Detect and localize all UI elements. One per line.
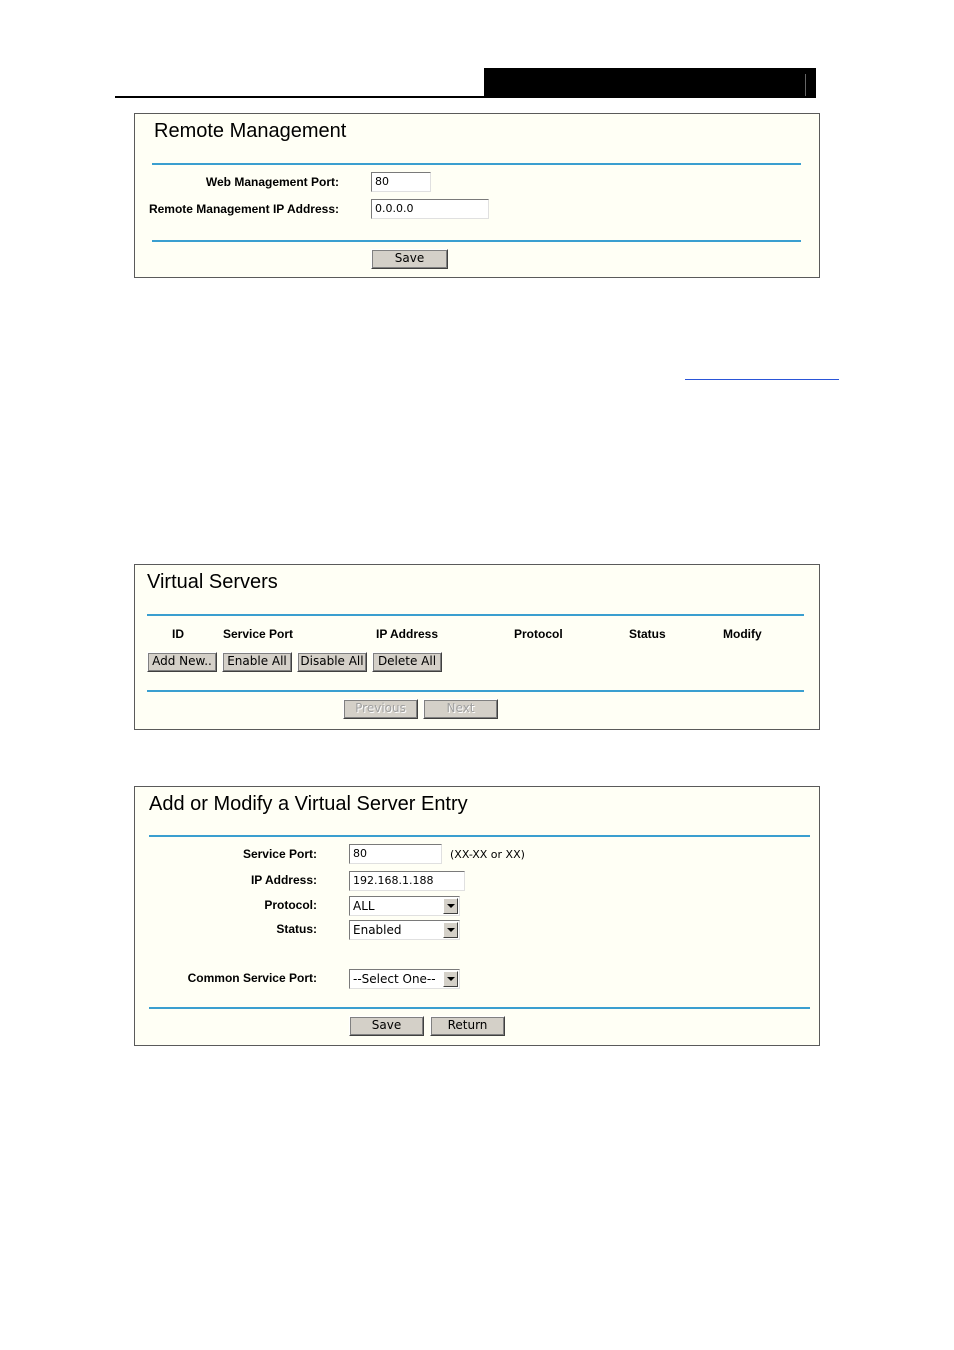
protocol-selected-value: ALL xyxy=(353,899,375,913)
virtual-servers-panel xyxy=(134,564,820,730)
virtual-servers-title: Virtual Servers xyxy=(147,571,278,593)
save-button[interactable]: Save xyxy=(349,1016,424,1036)
column-header-modify: Modify xyxy=(723,627,762,641)
add-modify-title: Add or Modify a Virtual Server Entry xyxy=(149,793,468,815)
column-header-status: Status xyxy=(629,627,666,641)
column-header-protocol: Protocol xyxy=(514,627,563,641)
status-label: Status: xyxy=(276,922,317,936)
chevron-down-icon[interactable] xyxy=(443,971,458,987)
delete-all-button[interactable]: Delete All xyxy=(372,652,442,672)
ip-address-label: IP Address: xyxy=(250,873,317,887)
divider xyxy=(152,163,801,165)
enable-all-button[interactable]: Enable All xyxy=(222,652,292,672)
divider xyxy=(149,835,810,837)
document-header-bar xyxy=(484,68,816,97)
status-select[interactable] xyxy=(349,920,460,940)
add-new-button[interactable]: Add New.. xyxy=(147,652,217,672)
previous-button[interactable]: Previous xyxy=(343,699,418,719)
divider xyxy=(147,690,804,692)
web-management-port-label: Web Management Port: xyxy=(205,175,339,189)
common-service-port-label: Common Service Port: xyxy=(187,971,317,985)
ip-address-input[interactable]: 192.168.1.188 xyxy=(349,871,465,891)
common-service-port-select[interactable] xyxy=(349,969,460,989)
add-modify-virtual-server-panel xyxy=(134,786,820,1046)
common-service-port-selected-value: --Select One-- xyxy=(353,972,436,986)
disable-all-button[interactable]: Disable All xyxy=(297,652,367,672)
remote-management-ip-label: Remote Management IP Address: xyxy=(148,202,339,216)
chevron-down-icon[interactable] xyxy=(443,898,458,914)
divider xyxy=(149,1007,810,1009)
document-link[interactable] xyxy=(685,379,839,380)
web-management-port-input[interactable]: 80 xyxy=(371,172,431,192)
chevron-down-icon[interactable] xyxy=(443,922,458,938)
column-header-id: ID xyxy=(172,627,184,641)
divider xyxy=(152,240,801,242)
column-header-service-port: Service Port xyxy=(223,627,294,641)
remote-management-title: Remote Management xyxy=(154,120,347,142)
status-selected-value: Enabled xyxy=(353,923,402,937)
service-port-label: Service Port: xyxy=(242,847,317,861)
remote-management-ip-input[interactable]: 0.0.0.0 xyxy=(371,199,489,219)
service-port-input[interactable]: 80 xyxy=(349,844,442,864)
next-button[interactable]: Next xyxy=(423,699,498,719)
divider xyxy=(147,614,804,616)
document-header-rule xyxy=(115,96,816,98)
protocol-select[interactable] xyxy=(349,896,460,916)
return-button[interactable]: Return xyxy=(430,1016,505,1036)
save-button[interactable]: Save xyxy=(371,249,448,269)
remote-management-panel xyxy=(134,113,820,278)
service-port-hint: (XX-XX or XX) xyxy=(450,848,525,861)
protocol-label: Protocol: xyxy=(264,898,317,912)
column-header-ip-address: IP Address xyxy=(376,627,439,641)
